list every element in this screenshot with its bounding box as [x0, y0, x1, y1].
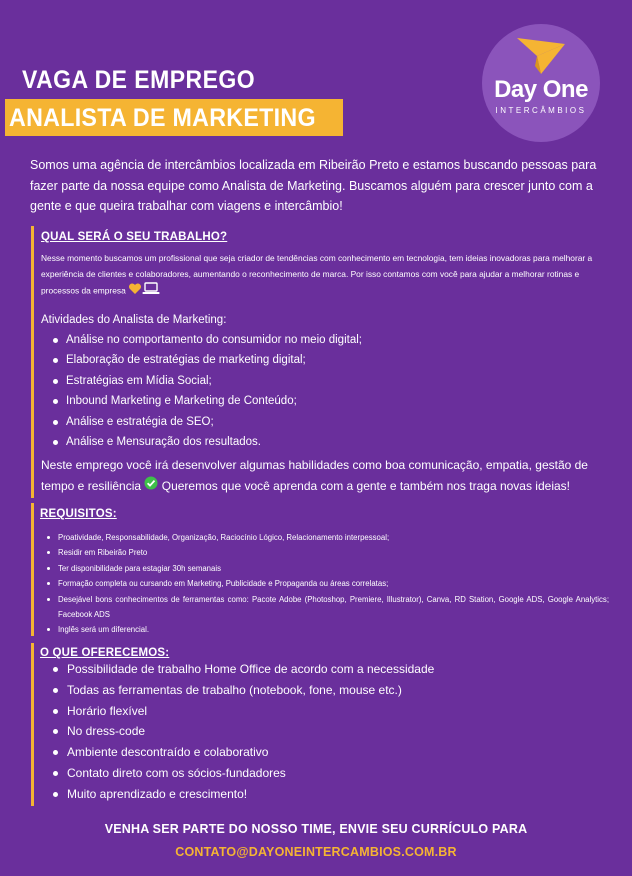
- section-title-requirements: REQUISITOS:: [40, 508, 117, 520]
- list-item: Ter disponibilidade para estagiar 30h semanais: [41, 561, 609, 576]
- logo-name: Day One: [494, 76, 588, 103]
- requirements-list: [41, 530, 609, 638]
- section-accent-bar: [31, 643, 34, 806]
- list-item: Análise no comportamento do consumidor no meio digital;: [40, 330, 600, 350]
- logo-subtitle: INTERCÂMBIOS: [495, 106, 587, 115]
- title-line-2-highlight: [5, 99, 343, 136]
- section-title-offers: O QUE OFERECEMOS:: [40, 647, 170, 659]
- skills-text: Neste emprego você irá desenvolver algumas habilidades como boa comunicação, empatia, gestão de tempo e resiliência: [41, 458, 588, 493]
- list-item: Inglês será um diferencial.: [41, 622, 609, 637]
- list-item: Análise e estratégia de SEO;: [40, 412, 600, 432]
- paper-plane-icon: [515, 36, 567, 76]
- list-item: Proatividade, Responsabilidade, Organização, Raciocínio Lógico, Relacionamento interpessoal;: [41, 530, 609, 545]
- laptop-icon: [142, 282, 160, 300]
- list-item: Formação completa ou cursando em Marketing, Publicidade e Propaganda ou áreas correlatas;: [41, 576, 609, 591]
- title-line-1: VAGA DE EMPREGO: [22, 66, 256, 94]
- intro-paragraph: Somos uma agência de intercâmbios localizada em Ribeirão Preto e estamos buscando pessoas para fazer parte da nossa equipe como Analista de Marketing. Buscamos alguém para crescer junto com a gente e que queira trabalhar com viagens e intercâmbio!: [30, 158, 597, 213]
- section-accent-bar: [31, 503, 34, 636]
- contact-email: CONTATO@DAYONEINTERCAMBIOS.COM.BR: [175, 845, 457, 859]
- activities-title: Atividades do Analista de Marketing:: [41, 314, 227, 326]
- heart-icon: [128, 283, 142, 300]
- work-description: [41, 250, 601, 301]
- list-item: Muito aprendizado e crescimento!: [41, 784, 601, 805]
- company-logo: [482, 24, 600, 142]
- list-item: Horário flexível: [41, 701, 601, 722]
- list-item: Residir em Ribeirão Preto: [41, 545, 609, 560]
- activities-list: [40, 330, 600, 452]
- offers-list: [41, 659, 601, 805]
- cta-text: VENHA SER PARTE DO NOSSO TIME, ENVIE SEU CURRÍCULO PARA: [104, 822, 528, 836]
- list-item: Elaboração de estratégias de marketing digital;: [40, 350, 600, 370]
- skills-text-closing: Queremos que você aprenda com a gente e também nos traga novas ideias!: [161, 478, 570, 493]
- list-item: Possibilidade de trabalho Home Office de acordo com a necessidade: [41, 659, 601, 680]
- section-accent-bar: [31, 226, 34, 498]
- list-item: No dress-code: [41, 721, 601, 742]
- title-line-2: ANALISTA DE MARKETING: [9, 104, 316, 132]
- list-item: Inbound Marketing e Marketing de Conteúdo;: [40, 391, 600, 411]
- work-description-text: Nesse momento buscamos um profissional que seja criador de tendências com conhecimento em tecnologia, tem ideias inovadoras para melhorar a experiência de clientes e colaboradores, aumentando o reconhecimento de marca. Por isso contamos com você para ajudar a melhorar rotinas e processos da empresa: [41, 253, 593, 296]
- skills-paragraph: [41, 455, 611, 497]
- list-item: Estratégias em Mídia Social;: [40, 371, 600, 391]
- section-title-work: QUAL SERÁ O SEU TRABALHO?: [41, 231, 228, 243]
- list-item: Desejável bons conhecimentos de ferramentas como: Pacote Adobe (Photoshop, Premiere, Illustrator), Canva, RD Station, Google ADS, Google Analytics; Facebook ADS: [41, 592, 609, 623]
- list-item: Análise e Mensuração dos resultados.: [40, 432, 600, 452]
- list-item: Ambiente descontraído e colaborativo: [41, 742, 601, 763]
- check-mark-icon: [144, 476, 158, 497]
- list-item: Todas as ferramentas de trabalho (notebook, fone, mouse etc.): [41, 680, 601, 701]
- list-item: Contato direto com os sócios-fundadores: [41, 763, 601, 784]
